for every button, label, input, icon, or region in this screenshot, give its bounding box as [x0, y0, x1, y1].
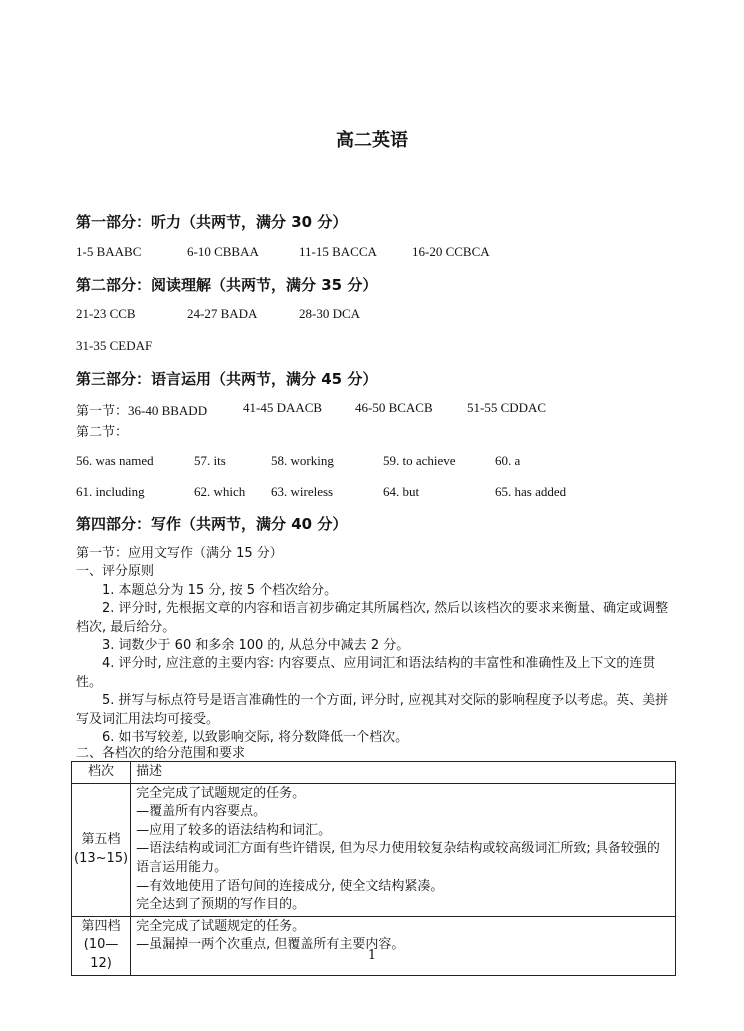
part3-section2-answer: 62. which	[194, 484, 246, 499]
level-range: (10—12)	[83, 937, 119, 971]
part4-heading: 第四部分：写作（共两节，满分 40 分）	[76, 515, 348, 533]
part3-section2-answer: 65. has added	[495, 484, 567, 499]
levels-heading: 二、各档次的给分范围和要求	[76, 746, 246, 761]
description-cell	[131, 783, 676, 916]
table-header-row	[72, 762, 676, 784]
part2-answer: 31-35 CEDAF	[76, 338, 153, 353]
part4-section1-label: 第一节：应用文写作（满分 15 分）	[76, 546, 283, 561]
level-cell	[72, 783, 131, 916]
description-cell	[131, 916, 676, 975]
part3-section1-answer: 51-55 CDDAC	[467, 400, 547, 415]
part2-answer: 24-27 BADA	[187, 306, 258, 321]
part3-section2-answer: 63. wireless	[271, 484, 334, 499]
description-line: —应用了较多的语法结构和词汇。	[136, 822, 332, 838]
part3-section2-answer: 59. to achieve	[383, 453, 456, 468]
part3-section1-answer: 第一节：36-40 BBADD	[76, 403, 208, 418]
description-line: —语法结构或词汇方面有些许错误, 但为尽力使用较复杂结构或较高级词汇所致; 具备较强的语言运用能力。	[136, 841, 660, 875]
description-line: —有效地使用了语句间的连接成分, 使全文结构紧凑。	[136, 878, 444, 894]
part3-section2-answer: 61. including	[76, 484, 145, 499]
page-number: 1	[367, 948, 377, 963]
level-cell	[72, 916, 131, 975]
part2-answer: 28-30 DCA	[299, 306, 361, 321]
table-row	[72, 783, 676, 916]
table-row	[72, 916, 676, 975]
part3-section2-answer: 57. its	[194, 453, 226, 468]
principle-item: 6. 如书写较差, 以致影响交际, 将分数降低一个档次。	[102, 730, 409, 745]
page-title: 高二英语	[336, 130, 408, 151]
part3-section2-answer: 56. was named	[76, 453, 154, 468]
table-header-cell: 描述	[131, 762, 676, 784]
part3-section2-answer: 60. a	[495, 453, 521, 468]
part2-heading: 第二部分：阅读理解（共两节，满分 35 分）	[76, 276, 378, 294]
level-range: (13~15)	[74, 850, 129, 866]
part1-heading: 第一部分：听力（共两节，满分 30 分）	[76, 213, 348, 231]
part1-answer: 1-5 BAABC	[76, 244, 142, 259]
part2-answer: 21-23 CCB	[76, 306, 136, 321]
table-header-cell: 档次	[72, 762, 131, 784]
description-line: 完全达到了预期的写作目的。	[136, 897, 306, 913]
description-line: —虽漏掉一两个次重点, 但覆盖所有主要内容。	[136, 937, 405, 953]
part1-answer: 16-20 CCBCA	[412, 244, 490, 259]
description-line: 完全完成了试题规定的任务。	[136, 785, 306, 801]
part3-heading: 第三部分：语言运用（共两节，满分 45 分）	[76, 370, 378, 388]
principles-heading: 一、评分原则	[76, 564, 155, 579]
part3-section2-label: 第二节：	[76, 424, 129, 439]
principle-item: 2. 评分时, 先根据文章的内容和语言初步确定其所属档次, 然后以该档次的要求来衡量、确定或调整档次, 最后给分。	[76, 601, 669, 635]
part3-section2-answer: 58. working	[271, 453, 334, 468]
part3-section1-answer: 46-50 BCACB	[355, 400, 433, 415]
principle-item: 1. 本题总分为 15 分, 按 5 个档次给分。	[102, 583, 338, 598]
scoring-table	[71, 761, 676, 976]
part1-answer: 11-15 BACCA	[299, 244, 377, 259]
description-line: 完全完成了试题规定的任务。	[136, 918, 306, 934]
principle-item: 3. 词数少于 60 和多余 100 的, 从总分中减去 2 分。	[102, 638, 410, 653]
part3-section1-answer: 41-45 DAACB	[243, 400, 323, 415]
part1-answer: 6-10 CBBAA	[187, 244, 259, 259]
level-name: 第五档	[81, 832, 121, 848]
principle-item: 4. 评分时, 应注意的主要内容: 内容要点、应用词汇和语法结构的丰富性和准确性及上下文的连贯性。	[76, 656, 656, 690]
description-line: —覆盖所有内容要点。	[136, 804, 267, 820]
level-name: 第四档	[81, 918, 121, 934]
principle-item: 5. 拼写与标点符号是语言准确性的一个方面, 评分时, 应视其对交际的影响程度予以考虑。英、美拼写及词汇用法均可接受。	[76, 693, 669, 727]
part3-section2-answer: 64. but	[383, 484, 420, 499]
